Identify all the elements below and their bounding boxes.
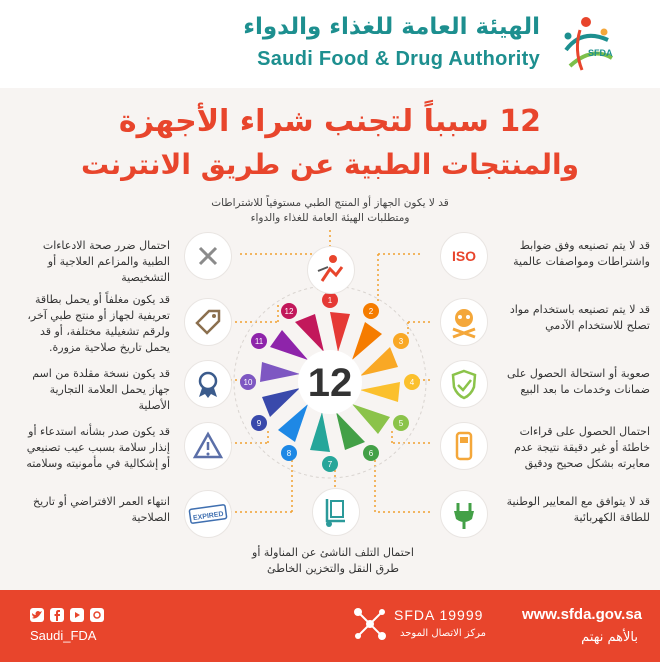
number-label-5: 5 bbox=[398, 419, 404, 428]
center-number: 12 bbox=[307, 361, 353, 405]
number-label-3: 3 bbox=[398, 337, 404, 346]
shield-check-icon bbox=[440, 360, 488, 408]
expired-stamp-icon bbox=[184, 490, 232, 538]
iso-icon bbox=[440, 232, 488, 280]
number-label-1: 1 bbox=[327, 296, 333, 305]
number-label-9: 9 bbox=[256, 419, 262, 428]
twitter-icon[interactable] bbox=[30, 608, 44, 622]
number-label-7: 7 bbox=[327, 460, 333, 469]
x-mark-icon bbox=[184, 232, 232, 280]
youtube-icon[interactable] bbox=[70, 608, 84, 622]
social-handle[interactable]: Saudi_FDA bbox=[30, 628, 97, 643]
call-center-number: SFDA 19999 bbox=[394, 607, 484, 623]
website-link[interactable]: www.sfda.gov.sa bbox=[521, 606, 642, 623]
number-label-6: 6 bbox=[368, 449, 374, 458]
number-label-8: 8 bbox=[286, 449, 292, 458]
reason-2-text: قد لا يتم تصنيعه وفق ضوابط واشتراطات ومواصفات عالمية bbox=[513, 239, 650, 268]
reason-5-text: احتمال الحصول على قراءات خاطئة أو غير دقيقة نتيجة عدم معايرته بشكل صحيح ودقيق bbox=[514, 425, 650, 470]
logo-english-name: Saudi Food & Drug Authority bbox=[257, 48, 540, 70]
instagram-icon[interactable] bbox=[90, 608, 104, 622]
logo-mark-text: SFDA bbox=[588, 48, 613, 58]
reason-10-text: قد يكون نسخة مقلدة من اسم جهاز يحمل العلامة التجارية الأصلية bbox=[32, 367, 170, 412]
number-label-12: 12 bbox=[284, 307, 294, 316]
reason-9-text: قد يكون صدر بشأنه استدعاء أو إنذار سلامة بسبب عيب تصنيعي أو إشكالية في مأمونيته وسلامته bbox=[26, 425, 170, 470]
hand-truck-icon bbox=[312, 488, 360, 536]
reason-7-text: احتمال التلف الناشئ عن المناولة أو طرق النقل والتخزين الخاطئ bbox=[252, 546, 414, 575]
iso-label: ISO bbox=[451, 248, 477, 264]
medical-runner-icon bbox=[307, 246, 355, 294]
skull-icon bbox=[440, 298, 488, 346]
number-label-4: 4 bbox=[409, 378, 415, 387]
aperture-wheel bbox=[218, 270, 442, 494]
reason-6-text: قد لا يتوافق مع المعايير الوطنية للطاقة الكهربائية bbox=[506, 495, 650, 524]
number-label-11: 11 bbox=[254, 337, 264, 346]
title-line-2: والمنتجات الطبية عن طريق الانترنت bbox=[80, 148, 580, 181]
reason-11-text: قد يكون مغلفاً أو يحمل بطاقة تعريفية لجهاز أو منتج طبي آخر، ولرقم تشغيلية مختلفة، أو قد يحمل تاريخ صلاحية مزورة. bbox=[27, 293, 170, 354]
power-plug-icon bbox=[440, 490, 488, 538]
reason-1-text: قد لا يكون الجهاز أو المنتج الطبي مستوفياً للاشتراطات ومتطلبات الهيئة العامة للغذاء والدواء bbox=[211, 197, 449, 224]
footer-slogan: بالأهم نهتم bbox=[581, 630, 638, 645]
title-line-1: 12 سبباً لتجنب شراء الأجهزة bbox=[118, 104, 542, 139]
facebook-icon[interactable] bbox=[50, 608, 64, 622]
call-center-logo-icon bbox=[350, 604, 390, 644]
footer bbox=[0, 590, 660, 662]
reason-4-text: صعوبة أو استحالة الحصول على ضمانات وخدمات ما بعد البيع bbox=[506, 367, 650, 396]
reason-8-text: انتهاء العمر الافتراضي أو تاريخ الصلاحية bbox=[33, 495, 170, 524]
tag-icon bbox=[184, 298, 232, 346]
number-label-2: 2 bbox=[368, 307, 374, 316]
number-label-10: 10 bbox=[243, 378, 253, 387]
award-badge-icon bbox=[184, 360, 232, 408]
reason-3-text: قد لا يتم تصنيعه باستخدام مواد تصلح للاستخدام الآدمي bbox=[509, 303, 650, 332]
reason-12-text: احتمال ضرر صحة الادعاءات الطبية والمزاعم العلاجية أو التشخيصية bbox=[42, 239, 170, 284]
expired-label: EXPIRED bbox=[192, 510, 225, 523]
call-center-label: مركز الاتصال الموحد bbox=[400, 628, 486, 639]
meter-icon bbox=[440, 422, 488, 470]
warning-icon bbox=[184, 422, 232, 470]
logo-arabic-name: الهيئة العامة للغذاء والدواء bbox=[243, 14, 540, 40]
